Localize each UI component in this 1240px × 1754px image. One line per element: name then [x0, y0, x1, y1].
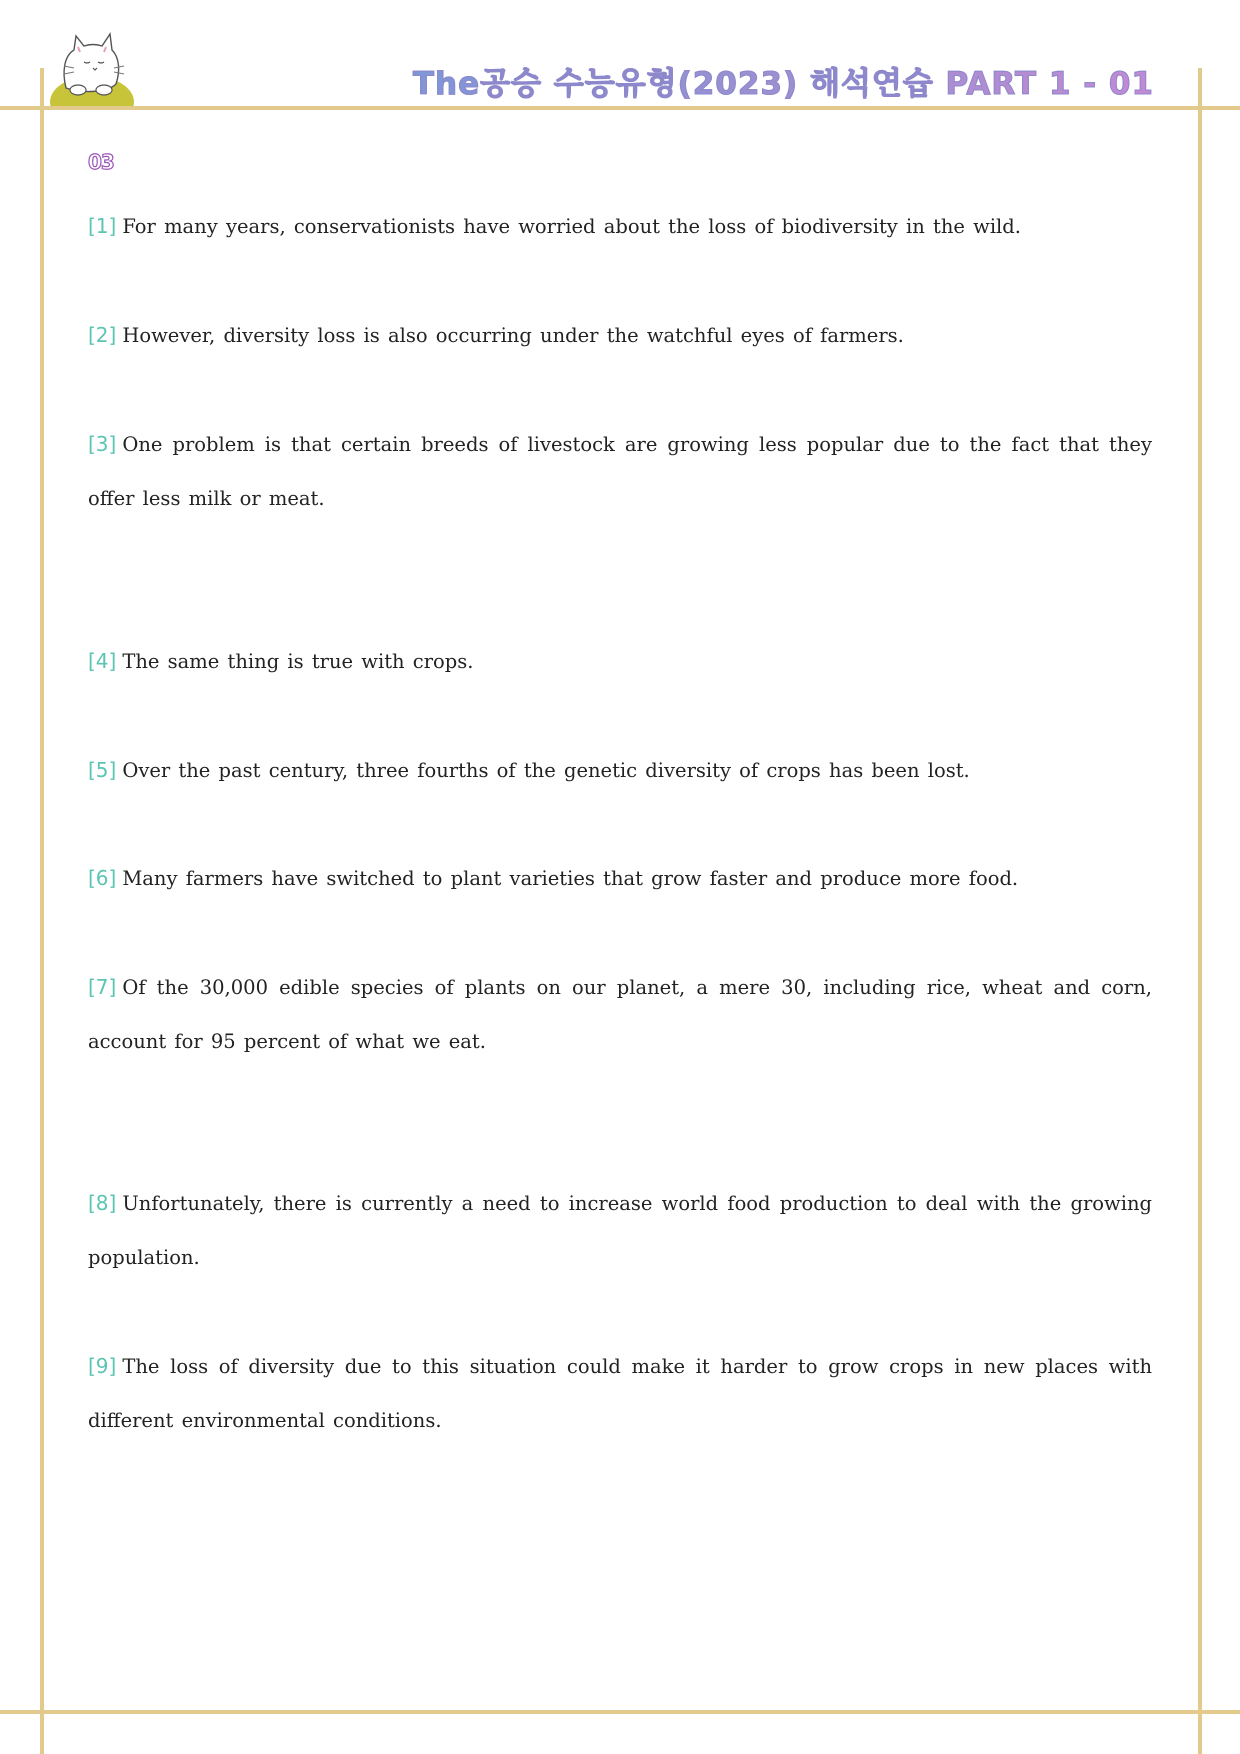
- frame-right-border: [1198, 68, 1202, 1754]
- sentence-4: [88, 634, 1152, 689]
- sentence-text: However, diversity loss is also occurring under the watchful eyes of farmers.: [122, 324, 904, 347]
- sentence-text: Of the 30,000 edible species of plants on our planet, a mere 30, including rice, wheat and corn, account for 95 percent of what we eat.: [88, 976, 1152, 1053]
- sentence-3: [88, 417, 1152, 526]
- sentence-marker: [3]: [88, 432, 117, 456]
- cat-mascot-icon: [44, 26, 134, 106]
- sentence-8: [88, 1176, 1152, 1285]
- sentence-text: Unfortunately, there is currently a need to increase world food production to deal with the growing population.: [88, 1192, 1152, 1269]
- question-number: 03: [88, 150, 114, 174]
- sentence-6: [88, 851, 1152, 906]
- frame-left-border: [40, 68, 44, 1754]
- sentence-marker: [5]: [88, 758, 117, 782]
- sentence-2: [88, 308, 1152, 363]
- sentence-text: Over the past century, three fourths of the genetic diversity of crops has been lost.: [122, 759, 970, 782]
- sentence-1: [88, 199, 1152, 254]
- page-title: The공승 수능유형(2023) 해석연습 PART 1 - 01: [413, 58, 1154, 103]
- sentence-text: The same thing is true with crops.: [122, 650, 474, 673]
- header-divider: [0, 106, 1240, 110]
- sentence-7: [88, 960, 1152, 1069]
- footer-divider: [0, 1710, 1240, 1714]
- sentence-text: The loss of diversity due to this situation could make it harder to grow crops in new places with different environmental conditions.: [88, 1355, 1152, 1432]
- sentence-marker: [8]: [88, 1191, 117, 1215]
- sentence-marker: [2]: [88, 323, 117, 347]
- sentence-text: Many farmers have switched to plant varieties that grow faster and produce more food.: [122, 867, 1019, 890]
- sentence-marker: [7]: [88, 975, 117, 999]
- sentence-marker: [1]: [88, 214, 117, 238]
- sentence-marker: [9]: [88, 1354, 117, 1378]
- sentence-9: [88, 1339, 1152, 1448]
- sentence-marker: [4]: [88, 649, 117, 673]
- sentence-text: For many years, conservationists have worried about the loss of biodiversity in the wild.: [122, 215, 1021, 238]
- sentence-marker: [6]: [88, 866, 117, 890]
- sentence-5: [88, 743, 1152, 798]
- sentence-text: One problem is that certain breeds of livestock are growing less popular due to the fact that they offer less milk or meat.: [88, 433, 1152, 510]
